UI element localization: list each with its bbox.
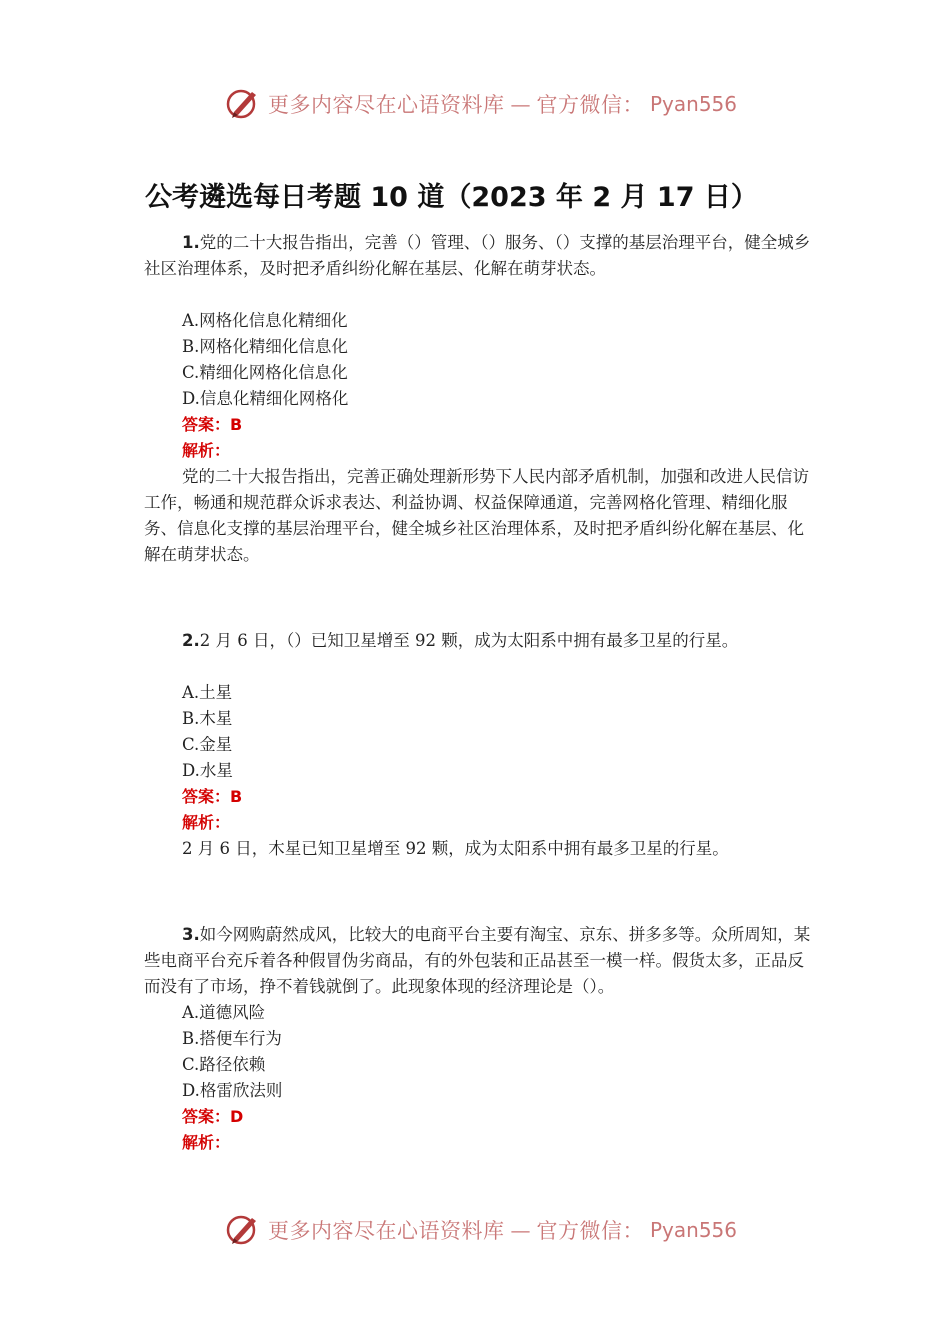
question-text: 党的二十大报告指出，完善（）管理、（）服务、（）支撑的基层治理平台，健全城乡社区治理体系，及时把矛盾纠纷化解在基层、化解在萌芽状态。 xyxy=(144,233,811,278)
question-1 xyxy=(144,230,814,568)
footer-watermark xyxy=(226,1210,746,1250)
option-d: D.信息化精细化网格化 xyxy=(182,389,349,408)
option-a: A.道德风险 xyxy=(182,1003,266,1022)
answer: 答案：B xyxy=(182,787,243,806)
question-2 xyxy=(144,628,814,862)
watermark-wechat-id: Pyan556 xyxy=(650,92,738,116)
option-b: B.木星 xyxy=(182,709,233,728)
pen-logo-icon xyxy=(226,1212,262,1248)
options-list xyxy=(144,308,814,412)
watermark-text: 更多内容尽在心语资料库 xyxy=(268,1219,505,1243)
explanation-label: 解析： xyxy=(182,1133,231,1152)
explanation-label: 解析： xyxy=(182,813,231,832)
explanation-text: 党的二十大报告指出，完善正确处理新形势下人民内部矛盾机制，加强和改进人民信访工作，畅通和规范群众诉求表达、利益协调、权益保障通道，完善网格化管理、精细化服务、信息化支撑的基层治理平台，健全城乡社区治理体系，及时把矛盾纠纷化解在基层、化解在萌芽状态。 xyxy=(144,467,809,564)
question-text: 2 月 6 日，（）已知卫星增至 92 颗，成为太阳系中拥有最多卫星的行星。 xyxy=(199,631,739,650)
question-number: 2. xyxy=(182,631,200,650)
option-b: B.搭便车行为 xyxy=(182,1029,282,1048)
watermark-text: 更多内容尽在心语资料库 xyxy=(268,93,505,117)
option-c: C.精细化网格化信息化 xyxy=(182,363,348,382)
option-d: D.水星 xyxy=(182,761,233,780)
question-stem xyxy=(144,628,814,654)
answer: 答案：B xyxy=(182,415,243,434)
watermark-wechat-label: 官方微信： xyxy=(536,1219,644,1243)
watermark-wechat-id: Pyan556 xyxy=(650,1218,738,1242)
page-title: 公考遴选每日考题 10 道（2023 年 2 月 17 日） xyxy=(145,182,758,213)
question-text: 如今网购蔚然成风，比较大的电商平台主要有淘宝、京东、拼多多等。众所周知，某些电商平台充斥着各种假冒伪劣商品，有的外包装和正品甚至一模一样。假货太多，正品反而没有了市场，挣不着钱就倒了。此现象体现的经济理论是（）。 xyxy=(144,925,811,996)
explanation-label: 解析： xyxy=(182,441,231,460)
pen-logo-icon xyxy=(226,86,262,122)
question-number: 1. xyxy=(182,233,200,252)
option-d: D.格雷欣法则 xyxy=(182,1081,283,1100)
watermark-wechat-label: 官方微信： xyxy=(536,93,644,117)
option-c: C.金星 xyxy=(182,735,233,754)
document-body xyxy=(144,230,814,1156)
watermark-dash: — xyxy=(510,92,531,116)
options-list xyxy=(144,1000,814,1104)
option-c: C.路径依赖 xyxy=(182,1055,266,1074)
options-list xyxy=(144,680,814,784)
watermark-dash: — xyxy=(510,1218,531,1242)
explanation-text: 2 月 6 日，木星已知卫星增至 92 颗，成为太阳系中拥有最多卫星的行星。 xyxy=(182,839,729,858)
question-stem xyxy=(144,230,814,282)
answer: 答案：D xyxy=(182,1107,244,1126)
header-watermark xyxy=(226,84,746,124)
question-3 xyxy=(144,922,814,1156)
option-b: B.网格化精细化信息化 xyxy=(182,337,348,356)
question-stem xyxy=(144,922,814,1000)
option-a: A.网格化信息化精细化 xyxy=(182,311,348,330)
question-number: 3. xyxy=(182,925,200,944)
option-a: A.土星 xyxy=(182,683,233,702)
